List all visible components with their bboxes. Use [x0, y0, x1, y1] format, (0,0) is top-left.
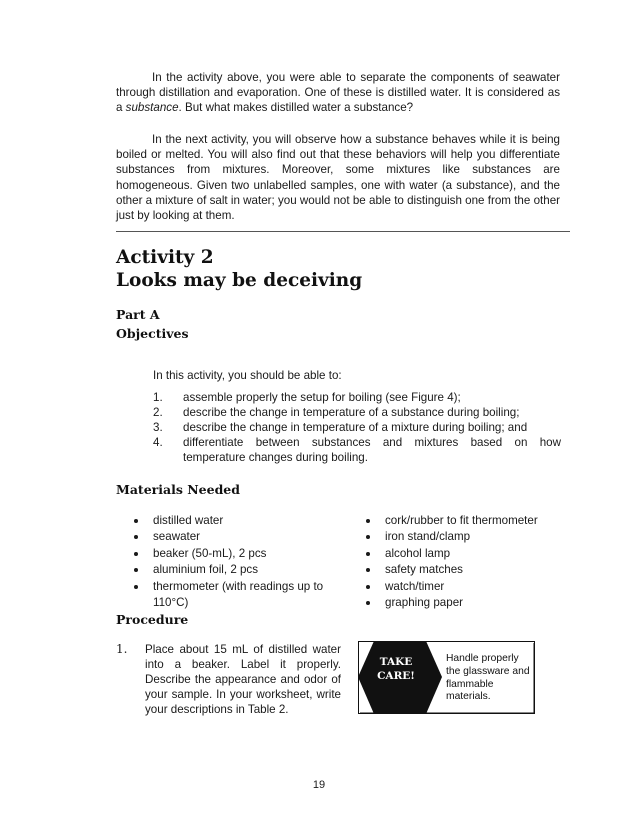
take-care-box	[358, 641, 535, 714]
objective-item: 1. assemble properly the setup for boiling (see Figure 4);	[153, 391, 461, 404]
bullet-icon	[134, 585, 138, 589]
intro-paragraph-2: In the next activity, you will observe how a substance behaves while it is being boiled or melted. You will also find out that these behaviors will help you differentiate substances from mixtures. Moreover, some mixtures like substances are homogeneous. Given two unlabelled samples, one with water (a substance), and the other a mixture of salt in water; you would not be able to distinguish one from the other just by looking at them.	[116, 133, 560, 223]
material-item: iron stand/clamp	[366, 529, 566, 545]
materials-list-right	[366, 513, 566, 611]
material-item: thermometer (with readings up to 110°C)	[134, 579, 334, 612]
bullet-icon	[134, 552, 138, 556]
activity-title: Looks may be deceiving	[116, 270, 363, 291]
materials-heading: Materials Needed	[116, 482, 240, 497]
step-number: 1.	[116, 642, 128, 656]
objective-item: 2. describe the change in temperature of a substance during boiling;	[153, 406, 520, 419]
substance-term: substance	[125, 101, 179, 115]
material-item: seawater	[134, 529, 334, 545]
page-number: 19	[312, 779, 326, 791]
material-item: safety matches	[366, 562, 566, 578]
material-item: distilled water	[134, 513, 334, 529]
materials-list-left	[134, 513, 334, 611]
objectives-list	[153, 390, 561, 465]
bullet-icon	[366, 585, 370, 589]
section-divider	[116, 231, 570, 232]
material-item: aluminium foil, 2 pcs	[134, 562, 334, 578]
material-item: watch/timer	[366, 579, 566, 595]
intro-paragraph-1: In the activity above, you were able to separate the components of seawater through distillation and evaporation. One of these is distilled water. It is considered as a substance. But what makes distilled water a substance?	[116, 71, 560, 115]
objective-item: 4. differentiate between substances and mixtures based on how temperature changes during boiling.	[153, 436, 561, 464]
step-text: Place about 15 mL of distilled water into a beaker. Label it properly. Describe the appearance and odor of your sample. In your worksheet, write your descriptions in Table 2.	[145, 643, 341, 716]
take-care-label: TAKE CARE!	[377, 656, 415, 682]
bullet-icon	[366, 535, 370, 539]
objectives-intro: In this activity, you should be able to:	[153, 369, 342, 382]
material-item: graphing paper	[366, 595, 566, 611]
part-label: Part A	[116, 307, 160, 322]
objective-item: 3. describe the change in temperature of a mixture during boiling; and	[153, 421, 528, 434]
bullet-icon	[134, 535, 138, 539]
material-item: alcohol lamp	[366, 546, 566, 562]
objectives-heading: Objectives	[116, 326, 189, 341]
bullet-icon	[366, 568, 370, 572]
bullet-icon	[134, 568, 138, 572]
activity-number: Activity 2	[116, 247, 214, 268]
bullet-icon	[366, 552, 370, 556]
material-item: beaker (50-mL), 2 pcs	[134, 546, 334, 562]
bullet-icon	[134, 519, 138, 523]
material-item: cork/rubber to fit thermometer	[366, 513, 566, 529]
bullet-icon	[366, 601, 370, 605]
procedure-heading: Procedure	[116, 612, 189, 627]
caution-text: Handle properly the glassware and flammable materials.	[446, 653, 530, 703]
bullet-icon	[366, 519, 370, 523]
